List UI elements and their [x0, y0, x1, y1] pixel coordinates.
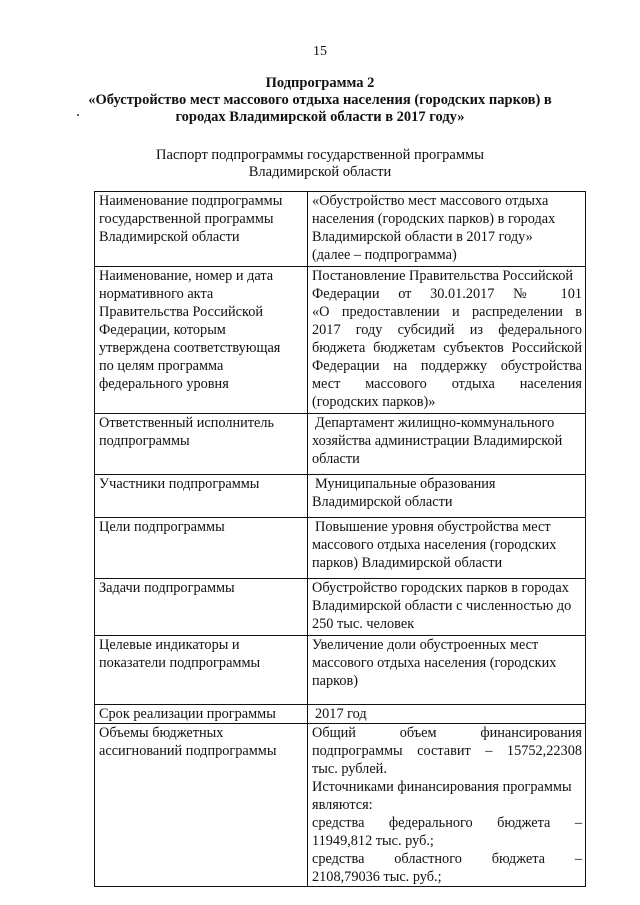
row-label	[95, 192, 308, 267]
row-value-line: мест массового отдыха населения	[312, 376, 582, 392]
row-value-line: средства федерального бюджета –	[312, 815, 582, 831]
row-value	[308, 475, 586, 518]
row-label	[95, 414, 308, 475]
row-label-line: ассигнований подпрограммы	[99, 743, 277, 759]
row-label-line: Срок реализации программы	[99, 706, 276, 722]
row-label	[95, 579, 308, 636]
row-value-line: Увеличение доли обустроенных мест	[312, 637, 539, 653]
row-label-line: Ответственный исполнитель	[99, 415, 275, 431]
row-value-line: массового отдыха населения (городских	[312, 537, 557, 553]
row-label-line: Объемы бюджетных	[99, 725, 224, 741]
row-value	[308, 414, 586, 475]
row-value-line: 11949,812 тыс. руб.;	[312, 833, 434, 849]
title-line: «Обустройство мест массового отдыха населения (городских парков) в	[88, 92, 552, 108]
page-number: 15	[313, 44, 327, 59]
passport-heading	[60, 147, 580, 181]
row-label-line: государственной программы	[99, 211, 274, 227]
passport-heading-line: Владимирской области	[248, 164, 392, 180]
row-value-line: Повышение уровня обустройства мест	[315, 519, 551, 535]
row-value-line: 2108,79036 тыс. руб.;	[312, 869, 442, 885]
row-value-line: 250 тыс. человек	[312, 616, 415, 632]
row-value-line: тыс. рублей.	[312, 761, 387, 777]
row-label-line: нормативного акта	[99, 286, 214, 302]
row-label-line: Наименование, номер и дата	[99, 268, 274, 284]
row-value-line: Источниками финансирования программы	[312, 779, 572, 795]
row-label-line: Задачи подпрограммы	[99, 580, 235, 596]
row-value-line: являются:	[312, 797, 373, 813]
row-value-line: 2017 год	[315, 706, 367, 722]
title-line: Подпрограмма 2	[265, 75, 375, 91]
row-value	[308, 579, 586, 636]
passport-heading-line: Паспорт подпрограммы государственной программы	[156, 147, 484, 163]
passport-row	[95, 267, 586, 414]
passport-row	[95, 705, 586, 724]
row-value-line: Общий объем финансирования	[312, 725, 582, 741]
row-label-line: Федерации, которым	[99, 322, 226, 338]
subprogram-title	[60, 75, 580, 126]
row-value-line: области	[312, 451, 360, 467]
row-value-line: парков)	[312, 673, 359, 689]
row-value-line: Федерации от 30.01.2017 № 101	[312, 286, 582, 302]
row-value-line: «Обустройство мест массового отдыха	[312, 193, 549, 209]
passport-row	[95, 475, 586, 518]
row-label	[95, 724, 308, 887]
row-value-line: (далее – подпрограмма)	[312, 247, 457, 263]
row-value-line: массового отдыха населения (городских	[312, 655, 557, 671]
row-label-line: Владимирской области	[99, 229, 240, 245]
row-value-line: Федерации на поддержку обустройства	[312, 358, 582, 374]
row-value-line: Обустройство городских парков в городах	[312, 580, 569, 596]
row-label	[95, 518, 308, 579]
row-label-line: федерального уровня	[99, 376, 229, 392]
row-value-line: средства областного бюджета –	[312, 851, 582, 867]
row-value-line: населения (городских парков) в городах	[312, 211, 556, 227]
passport-row	[95, 579, 586, 636]
row-value	[308, 636, 586, 705]
row-value	[308, 705, 586, 724]
row-value	[308, 518, 586, 579]
row-value-line: Владимирской области	[312, 494, 453, 510]
row-label-line: Цели подпрограммы	[99, 519, 225, 535]
row-value-line: хозяйства администрации Владимирской	[312, 433, 563, 449]
passport-row	[95, 636, 586, 705]
row-label	[95, 267, 308, 414]
row-label-line: Участники подпрограммы	[99, 476, 260, 492]
passport-table	[94, 191, 586, 887]
row-label-line: показатели подпрограммы	[99, 655, 261, 671]
row-value-line: бюджета бюджетам субъектов Российской	[312, 340, 582, 356]
row-value-line: подпрограммы составит – 15752,22308	[312, 743, 582, 759]
passport-row	[95, 724, 586, 887]
row-label	[95, 636, 308, 705]
row-value-line: Владимирской области с численностью до	[312, 598, 572, 614]
row-label-line: по целям программа	[99, 358, 224, 374]
row-label-line: Правительства Российской	[99, 304, 264, 320]
passport-row	[95, 518, 586, 579]
row-value-line: «О предоставлении и распределении в	[312, 304, 582, 320]
row-label	[95, 705, 308, 724]
row-label-line: подпрограммы	[99, 433, 190, 449]
row-value-line: Департамент жилищно-коммунального	[315, 415, 555, 431]
row-value-line: Владимирской области в 2017 году»	[312, 229, 533, 245]
row-value-line: парков) Владимирской области	[312, 555, 503, 571]
row-value-line: (городских парков)»	[312, 394, 436, 410]
row-value	[308, 267, 586, 414]
title-line: городах Владимирской области в 2017 году»	[175, 109, 465, 125]
row-value-line: Постановление Правительства Российской	[312, 268, 574, 284]
passport-row	[95, 192, 586, 267]
row-label	[95, 475, 308, 518]
row-value-line: Муниципальные образования	[315, 476, 496, 492]
row-value	[308, 192, 586, 267]
row-label-line: Целевые индикаторы и	[99, 637, 240, 653]
row-value-line: 2017 году субсидий из федерального	[312, 322, 582, 338]
passport-row	[95, 414, 586, 475]
row-label-line: утверждена соответствующая	[99, 340, 281, 356]
row-value	[308, 724, 586, 887]
row-label-line: Наименование подпрограммы	[99, 193, 283, 209]
